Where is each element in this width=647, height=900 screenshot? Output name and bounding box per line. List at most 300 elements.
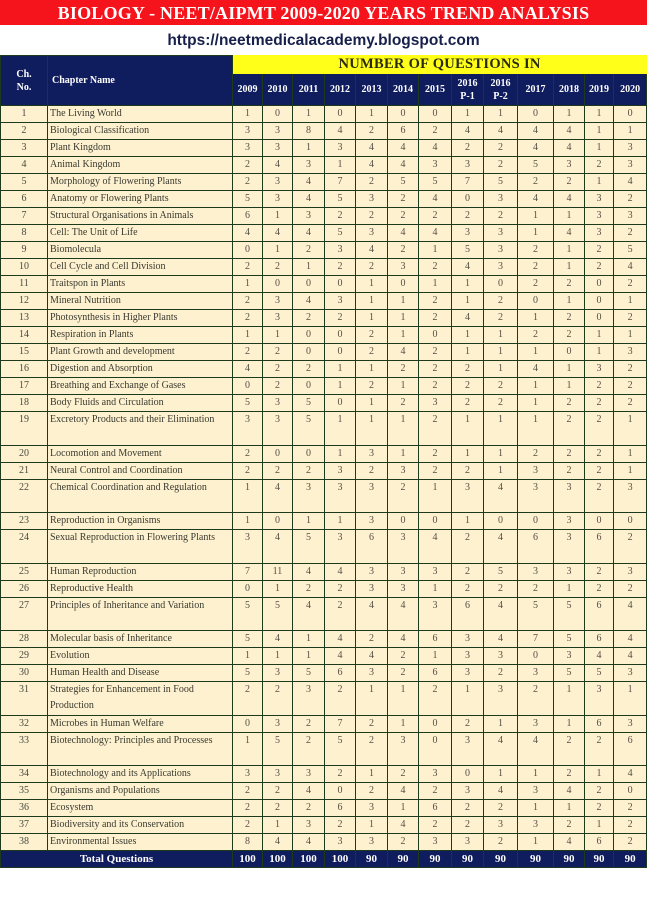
question-count: 2	[518, 682, 554, 716]
question-count: 3	[263, 412, 293, 446]
question-count: 0	[518, 648, 554, 665]
question-count: 1	[585, 174, 614, 191]
question-count: 2	[484, 580, 518, 597]
table-row	[1, 412, 647, 446]
question-count: 2	[388, 242, 419, 259]
year-header	[293, 74, 325, 106]
question-count: 3	[356, 445, 388, 462]
question-count: 1	[452, 513, 484, 530]
total-count: 90	[452, 851, 484, 868]
question-count: 0	[388, 106, 419, 123]
question-count: 4	[388, 225, 419, 242]
question-count: 3	[518, 479, 554, 513]
year-header	[585, 74, 614, 106]
question-count: 0	[293, 344, 325, 361]
chapter-name: Plant Growth and development	[48, 344, 233, 361]
question-count: 1	[293, 648, 325, 665]
chapter-name: Human Reproduction	[48, 563, 233, 580]
question-count: 3	[614, 479, 647, 513]
question-count: 3	[263, 310, 293, 327]
question-count: 1	[388, 800, 419, 817]
question-count: 3	[233, 140, 263, 157]
question-count: 4	[325, 563, 356, 580]
table-row	[1, 361, 647, 378]
question-count: 4	[452, 310, 484, 327]
question-count: 3	[614, 208, 647, 225]
question-count: 0	[585, 293, 614, 310]
question-count: 3	[293, 682, 325, 716]
question-count: 2	[484, 293, 518, 310]
question-count: 2	[263, 344, 293, 361]
question-count: 0	[585, 276, 614, 293]
question-count: 1	[518, 395, 554, 412]
question-count: 0	[293, 327, 325, 344]
year-label: 2015	[425, 84, 445, 95]
question-count: 7	[325, 715, 356, 732]
question-count: 0	[325, 276, 356, 293]
question-count: 3	[263, 123, 293, 140]
question-count: 2	[484, 310, 518, 327]
question-count: 3	[452, 732, 484, 766]
question-count: 0	[263, 106, 293, 123]
chapter-name: Digestion and Absorption	[48, 361, 233, 378]
question-count: 0	[419, 715, 452, 732]
question-count: 3	[263, 293, 293, 310]
ch-no-header: Ch. No.	[1, 56, 48, 106]
question-count: 4	[554, 191, 585, 208]
question-count: 2	[419, 310, 452, 327]
question-count: 2	[554, 445, 585, 462]
question-count: 0	[419, 106, 452, 123]
question-count: 4	[554, 225, 585, 242]
question-count: 2	[614, 225, 647, 242]
question-count: 2	[614, 580, 647, 597]
question-count: 2	[585, 800, 614, 817]
chapter-name: Locomotion and Movement	[48, 445, 233, 462]
question-count: 1	[388, 293, 419, 310]
question-count: 4	[554, 783, 585, 800]
question-count: 4	[356, 157, 388, 174]
question-count: 2	[388, 648, 419, 665]
question-count: 0	[518, 293, 554, 310]
question-count: 2	[356, 174, 388, 191]
chapter-name: Strategies for Enhancement in Food Production	[48, 682, 233, 716]
question-count: 4	[325, 123, 356, 140]
question-count: 3	[484, 242, 518, 259]
chapter-name: Biotechnology: Principles and Processes	[48, 732, 233, 766]
question-count: 3	[554, 530, 585, 564]
chapter-name: Mineral Nutrition	[48, 293, 233, 310]
question-count: 6	[585, 530, 614, 564]
question-count: 1	[518, 378, 554, 395]
question-count: 1	[554, 580, 585, 597]
question-count: 2	[484, 157, 518, 174]
question-count: 1	[263, 327, 293, 344]
question-count: 1	[325, 361, 356, 378]
question-count: 2	[452, 140, 484, 157]
year-label: 2017	[525, 84, 546, 95]
question-count: 4	[484, 530, 518, 564]
table-row	[1, 395, 647, 412]
question-count: 0	[518, 513, 554, 530]
question-count: 4	[293, 191, 325, 208]
year-header	[554, 74, 585, 106]
question-count: 3	[585, 208, 614, 225]
question-count: 4	[484, 732, 518, 766]
question-count: 4	[356, 242, 388, 259]
question-count: 3	[452, 783, 484, 800]
question-count: 1	[325, 157, 356, 174]
table-row	[1, 123, 647, 140]
question-count: 2	[356, 732, 388, 766]
question-count: 6	[419, 631, 452, 648]
question-count: 2	[484, 834, 518, 851]
question-count: 1	[356, 293, 388, 310]
question-count: 0	[263, 445, 293, 462]
question-count: 3	[419, 597, 452, 631]
question-count: 1	[356, 310, 388, 327]
question-count: 2	[614, 310, 647, 327]
chapter-number: 31	[1, 682, 48, 716]
question-count: 4	[419, 530, 452, 564]
total-count: 90	[388, 851, 419, 868]
total-count: 100	[293, 851, 325, 868]
trend-table	[0, 55, 647, 868]
question-count: 3	[614, 563, 647, 580]
question-count: 4	[484, 597, 518, 631]
question-count: 0	[419, 327, 452, 344]
question-count: 2	[585, 242, 614, 259]
chapter-name: Neural Control and Coordination	[48, 462, 233, 479]
question-count: 4	[263, 225, 293, 242]
question-count: 1	[484, 344, 518, 361]
question-count: 1	[554, 378, 585, 395]
question-count: 4	[484, 123, 518, 140]
table-row	[1, 140, 647, 157]
question-count: 3	[293, 766, 325, 783]
chapter-number: 35	[1, 783, 48, 800]
question-count: 1	[263, 817, 293, 834]
question-count: 3	[452, 157, 484, 174]
questions-band-header: NUMBER OF QUESTIONS IN	[233, 56, 647, 74]
question-count: 3	[233, 412, 263, 446]
question-count: 1	[518, 225, 554, 242]
question-count: 1	[263, 242, 293, 259]
question-count: 2	[484, 140, 518, 157]
question-count: 1	[419, 580, 452, 597]
question-count: 2	[585, 378, 614, 395]
table-row	[1, 783, 647, 800]
question-count: 1	[388, 327, 419, 344]
question-count: 0	[325, 344, 356, 361]
question-count: 1	[356, 412, 388, 446]
question-count: 2	[419, 361, 452, 378]
chapter-name: Environmental Issues	[48, 834, 233, 851]
question-count: 2	[356, 327, 388, 344]
table-row	[1, 259, 647, 276]
total-count: 90	[356, 851, 388, 868]
question-count: 3	[388, 462, 419, 479]
question-count: 5	[293, 412, 325, 446]
chapter-number: 21	[1, 462, 48, 479]
question-count: 1	[233, 513, 263, 530]
table-row	[1, 513, 647, 530]
chapter-number: 23	[1, 513, 48, 530]
chapter-name: Chemical Coordination and Regulation	[48, 479, 233, 513]
question-count: 2	[388, 766, 419, 783]
question-count: 5	[325, 732, 356, 766]
question-count: 1	[554, 208, 585, 225]
year-header	[419, 74, 452, 106]
question-count: 6	[419, 800, 452, 817]
question-count: 2	[388, 395, 419, 412]
question-count: 4	[388, 344, 419, 361]
year-label: 2016	[457, 77, 478, 89]
chapter-name: Human Health and Disease	[48, 665, 233, 682]
question-count: 2	[233, 682, 263, 716]
table-row	[1, 242, 647, 259]
question-count: 3	[356, 800, 388, 817]
question-count: 4	[614, 631, 647, 648]
question-count: 1	[518, 412, 554, 446]
question-count: 3	[484, 225, 518, 242]
question-count: 2	[452, 361, 484, 378]
question-count: 2	[452, 462, 484, 479]
year-header	[518, 74, 554, 106]
question-count: 2	[614, 817, 647, 834]
chapter-name: Principles of Inheritance and Variation	[48, 597, 233, 631]
question-count: 3	[484, 259, 518, 276]
question-count: 5	[325, 225, 356, 242]
question-count: 4	[356, 648, 388, 665]
question-count: 3	[585, 225, 614, 242]
question-count: 1	[484, 327, 518, 344]
table-row	[1, 665, 647, 682]
chapter-number: 38	[1, 834, 48, 851]
question-count: 4	[484, 783, 518, 800]
question-count: 4	[419, 191, 452, 208]
question-count: 4	[585, 648, 614, 665]
question-count: 5	[293, 530, 325, 564]
question-count: 2	[325, 817, 356, 834]
question-count: 2	[356, 631, 388, 648]
question-count: 2	[419, 293, 452, 310]
year-header	[484, 74, 518, 106]
page-title: BIOLOGY - NEET/AIPMT 2009-2020 YEARS TREND ANALYSIS	[0, 0, 647, 25]
question-count: 2	[293, 715, 325, 732]
question-count: 6	[325, 665, 356, 682]
question-count: 0	[293, 378, 325, 395]
year-label: 2014	[393, 84, 413, 95]
table-row	[1, 327, 647, 344]
year-label: 2013	[361, 84, 382, 95]
question-count: 3	[554, 648, 585, 665]
question-count: 1	[293, 140, 325, 157]
year-header	[263, 74, 293, 106]
table-row	[1, 191, 647, 208]
question-count: 1	[356, 682, 388, 716]
chapter-number: 8	[1, 225, 48, 242]
question-count: 1	[554, 715, 585, 732]
question-count: 3	[293, 208, 325, 225]
question-count: 3	[233, 766, 263, 783]
question-count: 1	[356, 817, 388, 834]
question-count: 4	[518, 732, 554, 766]
question-count: 3	[614, 157, 647, 174]
chapter-name-header: Chapter Name	[48, 56, 233, 106]
table-row	[1, 157, 647, 174]
question-count: 1	[554, 106, 585, 123]
question-count: 4	[293, 225, 325, 242]
question-count: 5	[325, 191, 356, 208]
question-count: 2	[585, 479, 614, 513]
question-count: 3	[263, 395, 293, 412]
chapter-number: 16	[1, 361, 48, 378]
question-count: 3	[356, 580, 388, 597]
chapter-number: 3	[1, 140, 48, 157]
table-row	[1, 766, 647, 783]
question-count: 4	[263, 631, 293, 648]
question-count: 3	[554, 479, 585, 513]
table-row	[1, 597, 647, 631]
table-row	[1, 479, 647, 513]
question-count: 2	[585, 395, 614, 412]
question-count: 2	[233, 174, 263, 191]
total-count: 100	[263, 851, 293, 868]
question-count: 2	[554, 817, 585, 834]
question-count: 0	[293, 276, 325, 293]
question-count: 3	[325, 479, 356, 513]
question-count: 5	[419, 174, 452, 191]
question-count: 0	[518, 106, 554, 123]
question-count: 2	[419, 412, 452, 446]
question-count: 3	[484, 191, 518, 208]
chapter-name: Reproductive Health	[48, 580, 233, 597]
chapter-number: 29	[1, 648, 48, 665]
chapter-name: Biodiversity and its Conservation	[48, 817, 233, 834]
question-count: 3	[325, 242, 356, 259]
question-count: 1	[388, 445, 419, 462]
question-count: 2	[233, 157, 263, 174]
question-count: 4	[614, 174, 647, 191]
question-count: 1	[484, 766, 518, 783]
question-count: 1	[518, 208, 554, 225]
chapter-number: 32	[1, 715, 48, 732]
year-label: 2009	[237, 84, 258, 95]
chapter-name: Photosynthesis in Higher Plants	[48, 310, 233, 327]
question-count: 5	[293, 665, 325, 682]
question-count: 1	[452, 412, 484, 446]
question-count: 3	[518, 715, 554, 732]
chapter-number: 15	[1, 344, 48, 361]
year-label: 2020	[620, 84, 641, 95]
question-count: 4	[233, 225, 263, 242]
question-count: 0	[263, 513, 293, 530]
question-count: 3	[263, 715, 293, 732]
question-count: 5	[233, 631, 263, 648]
chapter-name: Sexual Reproduction in Flowering Plants	[48, 530, 233, 564]
question-count: 2	[263, 361, 293, 378]
year-label: 2018	[559, 84, 579, 95]
question-count: 2	[388, 479, 419, 513]
question-count: 0	[233, 715, 263, 732]
table-row	[1, 732, 647, 766]
chapter-number: 4	[1, 157, 48, 174]
year-header	[356, 74, 388, 106]
question-count: 2	[419, 445, 452, 462]
question-count: 2	[585, 445, 614, 462]
question-count: 0	[325, 783, 356, 800]
question-count: 1	[293, 106, 325, 123]
question-count: 5	[233, 191, 263, 208]
question-count: 4	[554, 140, 585, 157]
question-count: 6	[233, 208, 263, 225]
chapter-name: Biomolecula	[48, 242, 233, 259]
question-count: 1	[614, 123, 647, 140]
question-count: 3	[263, 140, 293, 157]
question-count: 0	[233, 242, 263, 259]
question-count: 1	[614, 412, 647, 446]
table-row	[1, 682, 647, 716]
question-count: 3	[293, 479, 325, 513]
chapter-number: 25	[1, 563, 48, 580]
question-count: 1	[325, 445, 356, 462]
question-count: 1	[356, 766, 388, 783]
question-count: 2	[419, 259, 452, 276]
question-count: 2	[614, 530, 647, 564]
question-count: 1	[484, 361, 518, 378]
question-count: 2	[585, 157, 614, 174]
chapter-number: 7	[1, 208, 48, 225]
question-count: 2	[614, 395, 647, 412]
year-label: 2012	[330, 84, 350, 95]
chapter-name: Cell Cycle and Cell Division	[48, 259, 233, 276]
question-count: 2	[614, 276, 647, 293]
question-count: 4	[388, 631, 419, 648]
question-count: 1	[293, 513, 325, 530]
question-count: 2	[452, 395, 484, 412]
question-count: 2	[585, 783, 614, 800]
chapter-number: 13	[1, 310, 48, 327]
chapter-name: Morphology of Flowering Plants	[48, 174, 233, 191]
table-row	[1, 462, 647, 479]
question-count: 2	[293, 580, 325, 597]
question-count: 4	[484, 479, 518, 513]
question-count: 0	[325, 395, 356, 412]
question-count: 0	[233, 378, 263, 395]
chapter-number: 34	[1, 766, 48, 783]
question-count: 1	[518, 800, 554, 817]
question-count: 4	[263, 157, 293, 174]
chapter-name: Reproduction in Organisms	[48, 513, 233, 530]
chapter-number: 27	[1, 597, 48, 631]
question-count: 4	[388, 817, 419, 834]
question-count: 3	[614, 665, 647, 682]
year-label: 2011	[298, 84, 319, 95]
question-count: 2	[452, 580, 484, 597]
question-count: 4	[388, 157, 419, 174]
table-row	[1, 580, 647, 597]
question-count: 2	[419, 378, 452, 395]
question-count: 2	[356, 715, 388, 732]
question-count: 2	[484, 665, 518, 682]
table-row	[1, 715, 647, 732]
question-count: 6	[614, 732, 647, 766]
question-count: 3	[614, 715, 647, 732]
question-count: 7	[325, 174, 356, 191]
question-count: 2	[263, 783, 293, 800]
chapter-name: Organisms and Populations	[48, 783, 233, 800]
